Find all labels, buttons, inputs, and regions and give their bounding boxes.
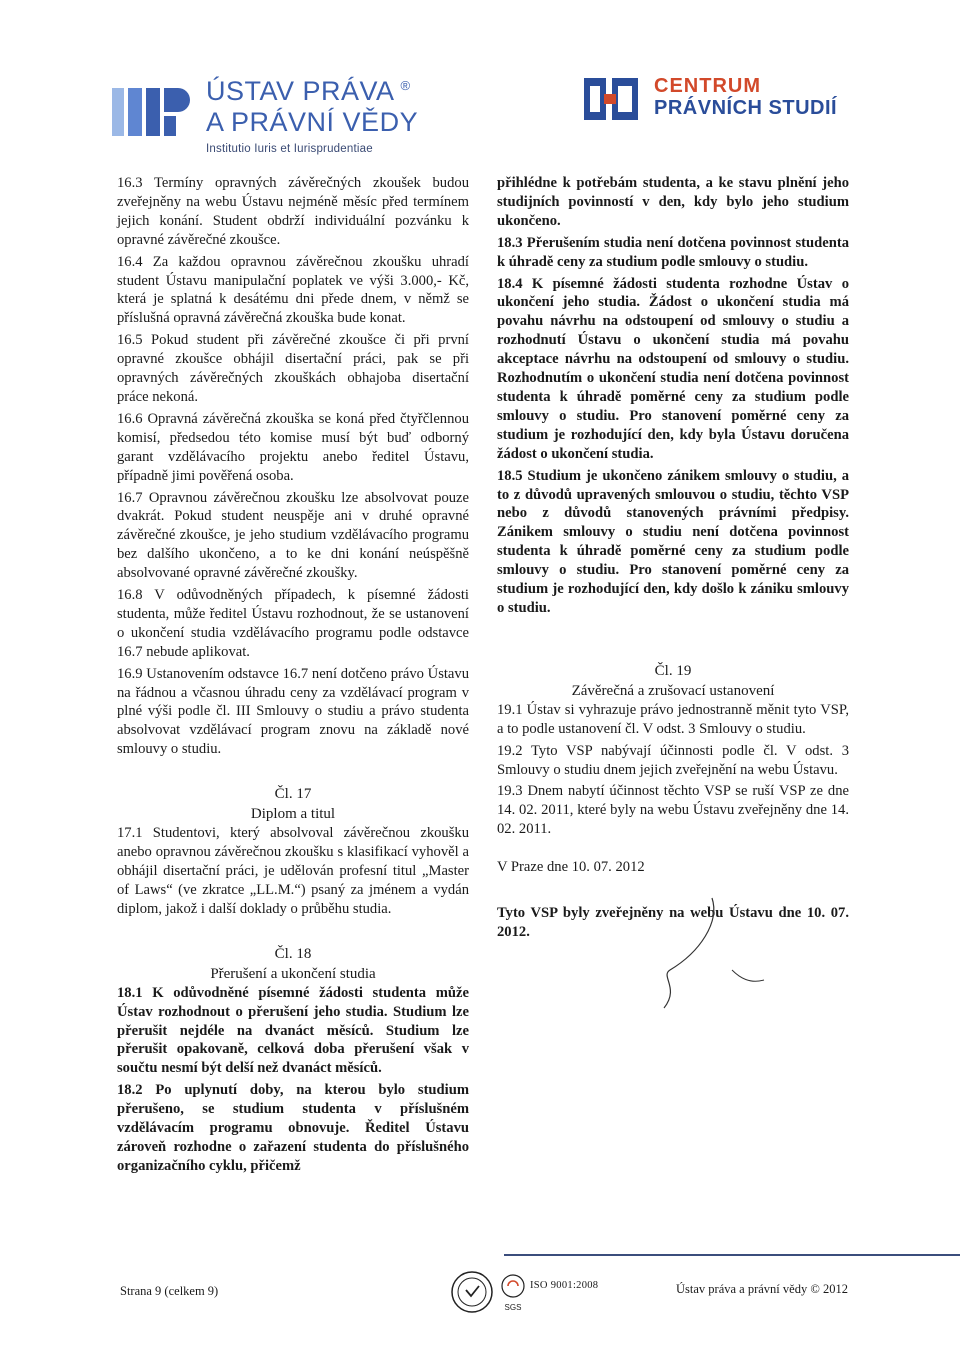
logo-latin-name: Institutio Iuris et Iurisprudentiae xyxy=(206,143,373,155)
page-header xyxy=(0,0,960,170)
centrum-line2: PRÁVNÍCH STUDIÍ xyxy=(654,97,838,119)
paragraph-18-4: 18.4 K písemné žádosti studenta rozhodne Ústav o ukončení jeho studia. Žádost o ukončení studia má povahu návrhu na odstoupení od smlouvy o studiu a rozhodnutí Ústavu o ukončení studia má povahu akceptace návrhu na odstoupení od smlouvy o studiu. Rozhodnutím o ukončení studia není dotčena povinnost studenta k úhradě poměrné ceny za studium podle smlouvy o studiu. Pro stanovení poměrné ceny za studium je rozhodující den, kdy byla Ústavu doručena žádost o ukončení studia. xyxy=(497,275,849,462)
paragraph-16-5: 16.5 Pokud student při závěrečné zkoušce či při první opravné zkoušce obhájil disertační práci, pak se při opravných závěrečných zkouškách obhajoba disertační práce nekoná. xyxy=(117,332,469,405)
article-18-number: Čl. 18 xyxy=(274,945,312,962)
paragraph-19-2: 19.2 Tyto VSP nabývají účinnosti podle čl. V odst. 3 Smlouvy o studiu dnem jejich zveřejnění na webu Ústavu. xyxy=(497,742,849,778)
paragraph-18-2: 18.2 Po uplynutí doby, na kterou bylo studium přerušeno, se studium studenta v příslušném vzdělávacím programu obnovuje. Ředitel Ústavu zároveň rozhodne o zařazení studenta do příslušného organizačního cyklu, přičemž xyxy=(117,1082,469,1174)
paragraph-18-2-continued: přihlédne k potřebám studenta, a ke stavu plnění jeho studijních povinností v den, kdy bylo jeho studium ukončeno. xyxy=(497,175,849,229)
place-date: V Praze dne 10. 07. 2012 xyxy=(497,859,645,876)
sgs-logo-icon xyxy=(500,1272,526,1314)
certification-seal-icon xyxy=(450,1270,494,1318)
paragraph-16-7: 16.7 Opravnou závěrečnou zkoušku lze absolvovat pouze dvakrát. Pokud student neuspěje ani v druhé opravné závěrečné zkoušce, je jeho studium vzdělávacího programu bez dalšího ukončeno, a to ke dni konání neúspěšně absolvované opravné závěrečné zkoušky. xyxy=(117,489,469,582)
paragraph-18-5: 18.5 Studium je ukončeno zánikem smlouvy o studiu, a to z důvodů upravených smlouvou o studiu, těchto VSP nebo z důvodů stanovených právními předpisy. Zánikem smlouvy o studiu není dotčena povinnost studenta k úhradě poměrné ceny za studium podle smlouvy o studiu. Pro stanovení poměrné ceny za studium je rozhodující den, kdy došlo k zániku smlouvy o studiu. xyxy=(497,467,849,616)
paragraph-18-3: 18.3 Přerušením studia není dotčena povinnost studenta k úhradě ceny za studium podle smlouvy o studiu. xyxy=(497,234,849,270)
paragraph-19-3: 19.3 Dnem nabytí účinnost těchto VSP se ruší VSP ze dne 14. 02. 2011, které byly na webu Ústavu zveřejněny dne 14. 02. 2011. xyxy=(497,783,849,838)
registered-mark: ® xyxy=(400,78,411,93)
footer-rule xyxy=(504,1254,960,1256)
paragraph-16-8: 16.8 V odůvodněných případech, k písemné žádosti studenta, může ředitel Ústavu rozhodnout, že se ustanovení o ukončení studia vzdělávacího programu podle odstavce 16.7 nebude aplikovat. xyxy=(117,587,469,660)
article-19-title: Závěrečná a zrušovací ustanovení xyxy=(571,682,775,699)
paragraph-16-3: 16.3 Termíny opravných závěrečných zkoušek budou zveřejněny na webu Ústavu nejméně měsíc před termínem jejich konání. Student obdrží individuální pozvánku k opravné závěrečné zkoušce. xyxy=(117,175,469,248)
paragraph-18-1: 18.1 K odůvodněné písemné žádosti studenta může Ústav rozhodnout o přerušení jeho studia. Studium lze přerušit nejdéle na dvanáct měsíců. Studium lze přerušit opakovaně, celková doba přerušení však v součtu nesmí být delší než dvanáct měsíců. xyxy=(117,984,469,1077)
paragraph-16-4: 16.4 Za každou opravnou závěrečnou zkoušku uhradí student Ústavu manipulační poplatek ve výši 3.000,- Kč, která je splatná k desátému dni přede dnem, v němž se příslušná opravná závěrečná zkouška bude konat. xyxy=(117,253,469,327)
footer-copyright: Ústav práva a právní vědy © 2012 xyxy=(676,1282,848,1296)
left-column xyxy=(117,174,469,1179)
centrum-logo-icon xyxy=(582,76,640,122)
logo-name-line2: A PRÁVNÍ VĚDY xyxy=(206,107,419,137)
article-19-number: Čl. 19 xyxy=(654,662,692,679)
published-note: Tyto VSP byly zveřejněny na webu Ústavu dne 10. 07. 2012. xyxy=(497,905,849,940)
centrum-logo xyxy=(582,76,882,126)
article-17-number: Čl. 17 xyxy=(274,786,312,803)
iso-certification: ISO 9001:2008 xyxy=(530,1280,599,1291)
page-footer xyxy=(0,1270,960,1330)
sgs-label: SGS xyxy=(504,1303,522,1312)
centrum-line1: CENTRUM xyxy=(654,75,761,97)
uppv-logo-icon xyxy=(112,80,190,144)
institute-logo xyxy=(112,78,422,158)
article-18-title: Přerušení a ukončení studia xyxy=(210,965,376,982)
paragraph-17-1: 17.1 Studentovi, který absolvoval závěrečnou zkoušku anebo opravnou závěrečnou zkoušku s klasifikací vyhověl a obhájil disertační práci, je udělován profesní titul „Master of Laws“ (ve zkratce „LL.M.“) psaný za jménem a vydán diplom, jakož i další doklady o průběhu studia. xyxy=(117,825,469,917)
paragraph-16-6: 16.6 Opravná závěrečná zkouška se koná před čtyřčlennou komisí, předsedou této komise musí být buď odborný garant vzdělávacího projektu anebo ředitel Ústavu, případně jimi pověřená osoba. xyxy=(117,410,469,484)
paragraph-19-1: 19.1 Ústav si vyhrazuje právo jednostranně měnit tyto VSP, a to podle ustanovení čl. V odst. 3 Smlouvy o studiu. xyxy=(497,701,849,737)
paragraph-16-9: 16.9 Ustanovením odstavce 16.7 není dotčeno právo Ústavu na řádnou a včasnou úhradu ceny za vzdělávací program v plné výši podle čl. III Smlouvy o studiu a právo studenta absolvovat vzdělávací program znovu na základě nové smlouvy o studiu. xyxy=(117,665,469,758)
right-column xyxy=(497,174,849,945)
logo-name-line1: ÚSTAV PRÁVA xyxy=(206,76,395,106)
article-17-title: Diplom a titul xyxy=(250,806,336,823)
page-number: Strana 9 (celkem 9) xyxy=(120,1284,219,1298)
